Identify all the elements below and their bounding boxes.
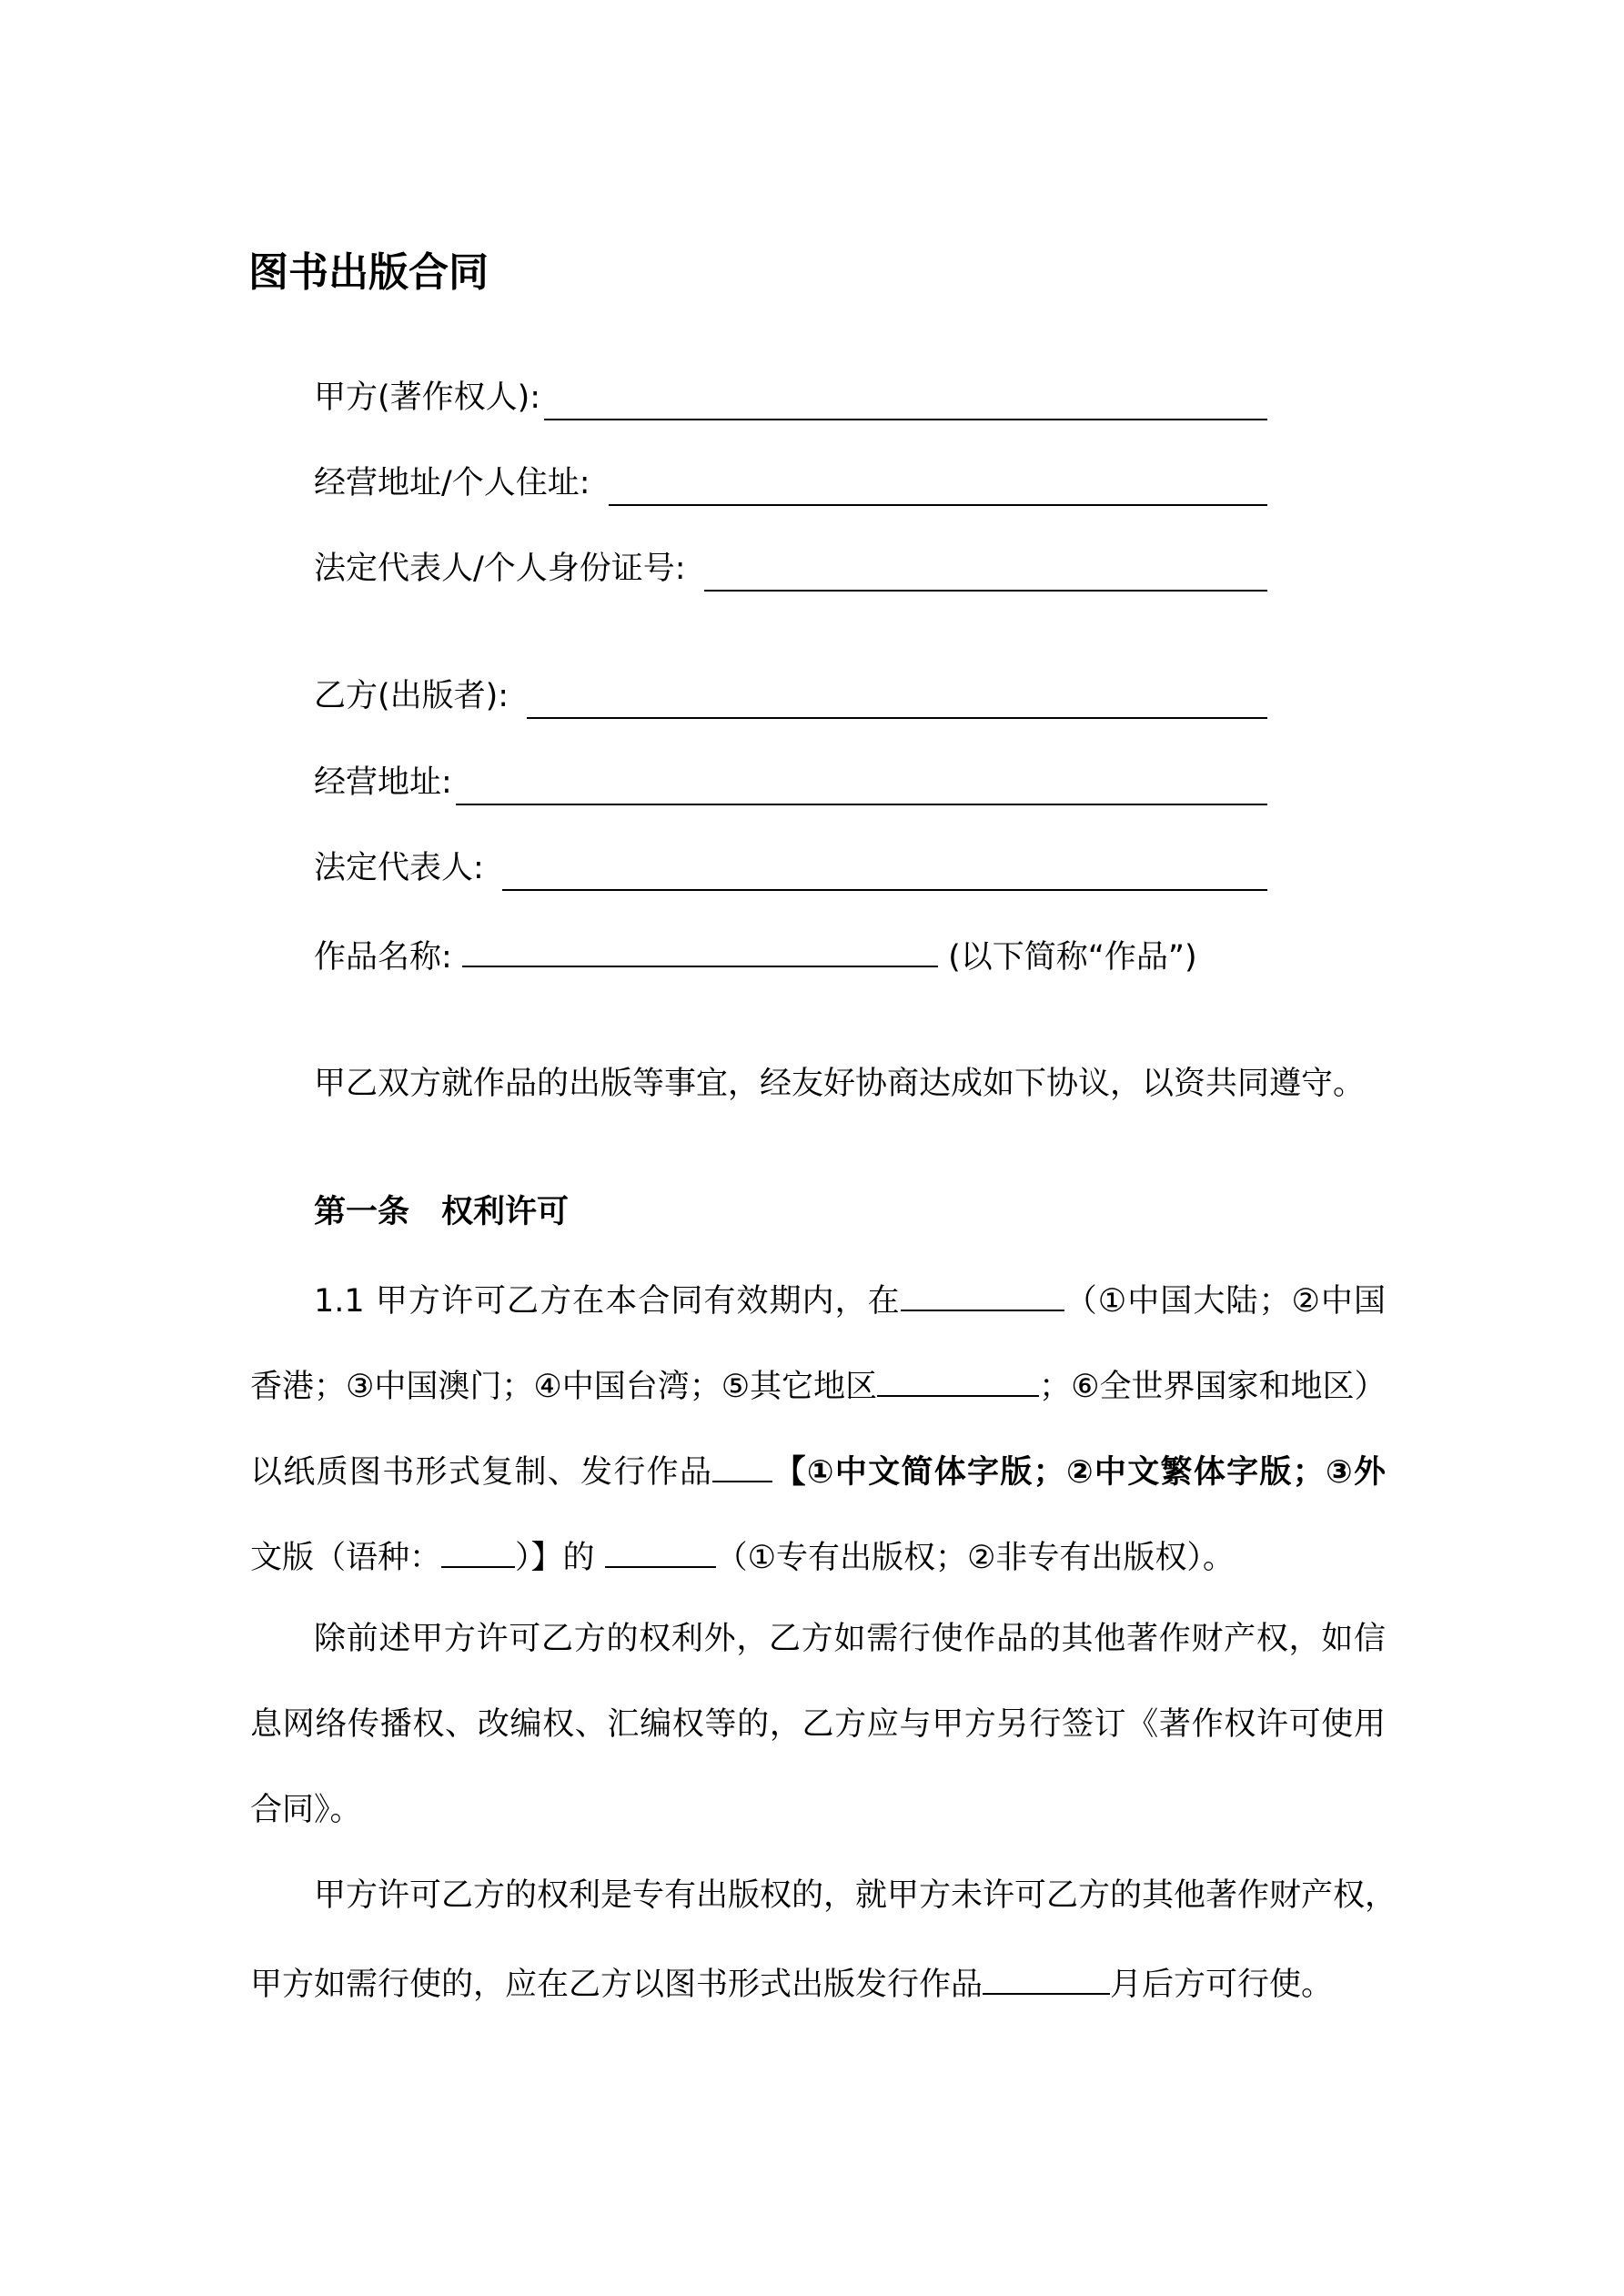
para-2-line-2: 息网络传播权、改编权、汇编权等的，乙方应与甲方另行签订《著作权许可使用 (250, 1706, 1386, 1743)
party-b-address-label: 经营地址: (314, 764, 452, 801)
territory-blank[interactable] (901, 1275, 1064, 1311)
text: 文版（语种： (250, 1540, 442, 1576)
party-a-address-field (314, 460, 1267, 506)
party-a-name-field (314, 375, 1267, 420)
party-b-rep-label: 法定代表人: (314, 850, 484, 886)
text: ；⑥全世界国家和地区） (1039, 1369, 1387, 1405)
text: ）】的 (515, 1540, 605, 1576)
party-a-name-label: 甲方(著作权人): (314, 379, 541, 416)
document-title: 图书出版合同 (248, 249, 489, 296)
article-1-heading: 第一条 权利许可 (314, 1194, 570, 1230)
party-a-name-blank[interactable] (544, 384, 1267, 420)
text: 月后方可行使。 (1110, 1967, 1334, 2003)
text: （①中国大陆；②中国 (1064, 1283, 1386, 1320)
party-b-rep-field (314, 845, 1267, 891)
months-blank[interactable] (983, 1958, 1110, 1995)
text: 以纸质图书形式复制、发行作品 (250, 1454, 713, 1491)
intro-paragraph: 甲乙双方就作品的出版等事宜，经友好协商达成如下协议，以资共同遵守。 (314, 1066, 1366, 1102)
para-2-line-1: 除前述甲方许可乙方的权利外，乙方如需行使作品的其他著作财产权，如信 (314, 1621, 1386, 1657)
work-name-field (314, 931, 1386, 976)
text: 【①中文简体字版；②中文繁体字版；③外 (772, 1454, 1386, 1491)
party-a-address-blank[interactable] (609, 470, 1267, 506)
work-name-blank[interactable] (462, 931, 938, 967)
party-b-address-field (314, 760, 1267, 805)
work-name-suffix: (以下简称“作品”) (948, 939, 1197, 976)
para-2-line-3: 合同》。 (250, 1792, 362, 1828)
party-b-address-blank[interactable] (456, 769, 1267, 805)
work-name-label: 作品名称: (314, 939, 452, 976)
party-b-name-field (314, 673, 1267, 719)
party-a-address-label: 经营地址/个人住址: (314, 465, 590, 501)
party-b-name-blank[interactable] (527, 683, 1267, 719)
clause-1-1-line-4 (250, 1532, 1386, 1577)
other-region-blank[interactable] (877, 1360, 1039, 1397)
text: 香港；③中国澳门；④中国台湾；⑤其它地区 (250, 1369, 878, 1405)
party-b-rep-blank[interactable] (502, 855, 1267, 891)
party-a-id-blank[interactable] (704, 555, 1267, 592)
text: 甲方如需行使的，应在乙方以图书形式出版发行作品 (250, 1967, 983, 2003)
edition-blank[interactable] (712, 1446, 772, 1482)
para-3-line-2 (250, 1958, 1386, 2004)
clause-1-1-line-3 (250, 1446, 1386, 1492)
party-a-id-label: 法定代表人/个人身份证号: (314, 551, 686, 587)
clause-1-1-line-1 (314, 1275, 1386, 1320)
clause-1-1-line-2 (250, 1360, 1386, 1406)
language-blank[interactable] (441, 1532, 515, 1568)
right-type-blank[interactable] (605, 1532, 716, 1568)
text: 1.1 甲方许可乙方在本合同有效期内，在 (314, 1283, 901, 1320)
party-a-id-field (314, 546, 1267, 592)
text: （①专有出版权；②非专有出版权）。 (715, 1540, 1235, 1576)
para-3-line-1: 甲方许可乙方的权利是专有出版权的，就甲方未许可乙方的其他著作财产权， (314, 1877, 1397, 1914)
party-b-name-label: 乙方(出版者): (314, 678, 509, 714)
